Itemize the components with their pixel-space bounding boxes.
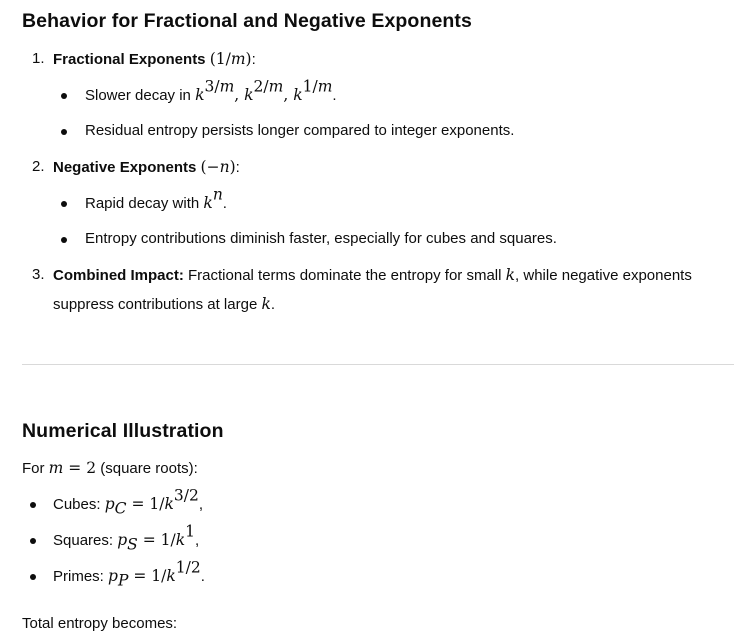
bullet-cubes [53, 486, 203, 519]
bullet-end: , [198, 496, 203, 513]
bullet-entropy-diminish: Entropy contributions diminish faster, especially for cubes and squares. [85, 230, 557, 247]
math-inline: $k^n$ [203, 185, 223, 212]
bullet-text: Rapid decay with [85, 195, 204, 212]
item-negative-exponents [53, 153, 240, 182]
bullet-dot [30, 538, 36, 544]
math-inline: $p_S = 1/k^1$ [117, 522, 195, 554]
bullet-end: . [332, 87, 337, 104]
item-suffix: : [235, 159, 240, 176]
heading-numerical-illustration: Numerical Illustration [22, 420, 224, 442]
math-var: k [505, 266, 516, 284]
item-text: . [270, 296, 276, 313]
bullet-end: . [200, 568, 205, 585]
item-combined-impact [53, 261, 737, 319]
intro-post: (square roots): [96, 460, 198, 477]
bullet-label: Primes: [53, 568, 109, 585]
bullet-label: Squares: [53, 532, 118, 549]
bullet-dot [30, 574, 36, 580]
item-fractional-exponents [53, 45, 256, 74]
bullet-dot [30, 502, 36, 508]
list-number-2: 2. [32, 158, 45, 175]
bullet-rapid-decay [85, 185, 227, 218]
bullet-dot [61, 237, 67, 243]
bullet-label: Cubes: [53, 496, 105, 513]
math-inline: (1/m) [209, 50, 252, 68]
list-number-3: 3. [32, 266, 45, 283]
math-inline: $p_C = 1/k^{3/2}$ [104, 486, 199, 518]
item-suffix: : [251, 51, 256, 68]
math-inline: m = 2 [48, 459, 97, 477]
bullet-slower-decay [85, 77, 337, 110]
math-inline: $p_P = 1/k^{1/2}$ [108, 558, 201, 590]
item-text: Fractional terms dominate the entropy for small [183, 267, 506, 284]
bullet-residual-entropy: Residual entropy persists longer compared to integer exponents. [85, 122, 515, 139]
bullet-squares [53, 522, 200, 555]
item-label: Negative Exponents [53, 159, 197, 176]
math-inline: $k^{3/m}$, $k^{2/m}$, $k^{1/m}$ [195, 77, 333, 104]
section-divider [22, 364, 734, 365]
heading-fractional-negative: Behavior for Fractional and Negative Exponents [22, 10, 472, 32]
item-label: Combined Impact: [53, 267, 184, 284]
math-var: k [261, 295, 271, 313]
bullet-end: . [222, 195, 227, 212]
bullet-primes [53, 558, 205, 591]
bullet-end: , [195, 532, 200, 549]
math-inline: (−n) [200, 158, 236, 176]
list-number-1: 1. [32, 50, 45, 67]
item-label: Fractional Exponents [53, 51, 206, 68]
total-entropy-line: Total entropy becomes: [22, 615, 178, 632]
item-text: , while negative exponents suppress contributions at large [53, 267, 692, 313]
bullet-dot [61, 93, 67, 99]
intro-pre: For [22, 460, 49, 477]
intro-line [22, 454, 198, 483]
bullet-text: Slower decay in [85, 87, 196, 104]
bullet-dot [61, 129, 67, 135]
bullet-dot [61, 201, 67, 207]
